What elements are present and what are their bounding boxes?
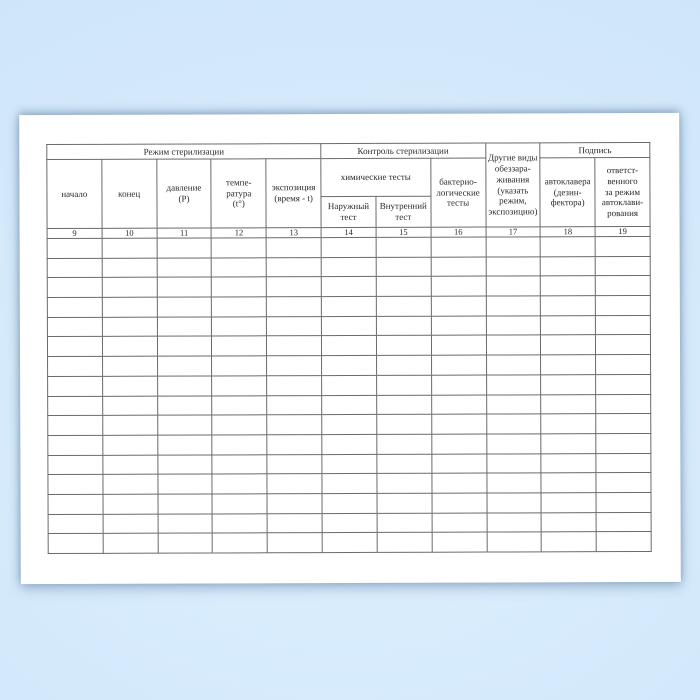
empty-cell: [486, 394, 541, 414]
empty-row: [48, 512, 651, 534]
empty-cell: [47, 258, 102, 278]
empty-cell: [486, 257, 541, 277]
empty-cell: [376, 375, 431, 395]
empty-cell: [267, 533, 322, 553]
empty-cell: [47, 297, 102, 317]
empty-cell: [48, 416, 103, 436]
column-header-outer-test: Наружный тест: [321, 196, 376, 227]
empty-cell: [431, 414, 486, 434]
empty-row: [48, 355, 651, 377]
empty-cell: [322, 513, 377, 533]
empty-cell: [321, 257, 376, 277]
empty-cell: [267, 316, 322, 336]
column-header-end: конец: [102, 159, 157, 228]
empty-cell: [103, 533, 158, 553]
empty-cell: [157, 336, 212, 356]
empty-cell: [376, 237, 431, 257]
column-header-autoclave-operator-signature: автоклавера (дезин- фектора): [540, 158, 595, 227]
column-number: 11: [157, 228, 212, 238]
column-header-start: начало: [47, 159, 102, 228]
empty-cell: [540, 237, 595, 257]
empty-cell: [103, 415, 158, 435]
empty-row: [47, 256, 650, 278]
empty-cell: [486, 355, 541, 375]
empty-cell: [47, 238, 102, 258]
empty-cell: [596, 374, 651, 394]
empty-cell: [48, 475, 103, 495]
empty-row: [48, 414, 651, 436]
empty-cell: [212, 395, 267, 415]
empty-cell: [267, 494, 322, 514]
empty-cell: [212, 317, 267, 337]
empty-cell: [213, 513, 268, 533]
empty-cell: [431, 257, 486, 277]
empty-cell: [102, 356, 157, 376]
empty-cell: [212, 494, 267, 514]
empty-cell: [47, 278, 102, 298]
empty-cell: [322, 395, 377, 415]
empty-cell: [48, 356, 103, 376]
empty-cell: [103, 494, 158, 514]
empty-cell: [322, 533, 377, 553]
empty-cell: [541, 493, 596, 513]
column-number: 17: [486, 227, 541, 237]
empty-cell: [486, 434, 541, 454]
column-header-regime-responsible-signature: ответст- венного за режим автоклави- рования: [595, 157, 650, 226]
empty-cell: [157, 356, 212, 376]
empty-cell: [541, 315, 596, 335]
empty-row: [47, 335, 650, 357]
empty-cell: [212, 336, 267, 356]
empty-cell: [486, 414, 541, 434]
empty-cell: [431, 395, 486, 415]
empty-cell: [48, 534, 103, 554]
empty-cell: [486, 335, 541, 355]
empty-cell: [322, 415, 377, 435]
empty-cell: [47, 337, 102, 357]
empty-cell: [487, 532, 542, 552]
column-header-bacteriological-tests: бактерио- логические тесты: [431, 158, 486, 227]
empty-cell: [596, 315, 651, 335]
empty-cell: [486, 473, 541, 493]
empty-cell: [486, 316, 541, 336]
empty-cell: [267, 336, 322, 356]
column-number: 19: [595, 226, 650, 236]
empty-cell: [595, 296, 650, 316]
empty-cell: [267, 474, 322, 494]
empty-cell: [596, 453, 651, 473]
empty-cell: [377, 454, 432, 474]
empty-cell: [267, 297, 322, 317]
empty-row: [48, 453, 651, 475]
empty-cell: [321, 237, 376, 257]
empty-cell: [102, 376, 157, 396]
empty-cell: [432, 454, 487, 474]
empty-cell: [321, 277, 376, 297]
empty-cell: [157, 435, 212, 455]
empty-cell: [103, 435, 158, 455]
empty-cell: [102, 238, 157, 258]
empty-cell: [157, 297, 212, 317]
empty-cell: [157, 277, 212, 297]
empty-cell: [212, 356, 267, 376]
empty-cell: [158, 494, 213, 514]
empty-cell: [596, 414, 651, 434]
empty-cell: [157, 376, 212, 396]
empty-cell: [432, 532, 487, 552]
table-header: [47, 142, 650, 238]
empty-cell: [431, 276, 486, 296]
empty-cell: [212, 454, 267, 474]
empty-cell: [541, 532, 596, 552]
empty-cell: [48, 396, 103, 416]
empty-cell: [541, 335, 596, 355]
empty-cell: [377, 434, 432, 454]
empty-cell: [377, 414, 432, 434]
empty-cell: [48, 514, 103, 534]
empty-cell: [541, 512, 596, 532]
column-number: 16: [431, 227, 486, 237]
empty-cell: [158, 474, 213, 494]
empty-cell: [102, 396, 157, 416]
column-header-temperature: темпе- ратура (t°): [211, 159, 266, 228]
empty-cell: [266, 257, 321, 277]
empty-cell: [377, 473, 432, 493]
empty-cell: [376, 355, 431, 375]
table-body: [47, 236, 651, 553]
empty-row: [48, 532, 651, 554]
empty-cell: [377, 395, 432, 415]
empty-cell: [541, 434, 596, 454]
column-header-other-disinfection: Другие виды обеззара- живания (указать режим, экспозицию): [485, 143, 540, 227]
empty-cell: [267, 415, 322, 435]
column-number: 9: [47, 228, 102, 238]
column-header-pressure: давление (Р): [156, 159, 211, 228]
empty-cell: [376, 257, 431, 277]
empty-cell: [157, 415, 212, 435]
empty-row: [47, 296, 650, 318]
empty-cell: [212, 376, 267, 396]
column-number: 12: [212, 228, 267, 238]
empty-cell: [212, 415, 267, 435]
empty-cell: [102, 297, 157, 317]
empty-cell: [157, 455, 212, 475]
empty-cell: [48, 376, 103, 396]
empty-cell: [431, 375, 486, 395]
empty-cell: [431, 316, 486, 336]
empty-cell: [267, 375, 322, 395]
empty-cell: [595, 256, 650, 276]
empty-cell: [322, 356, 377, 376]
empty-row: [47, 315, 650, 337]
empty-cell: [376, 316, 431, 336]
empty-cell: [158, 533, 213, 553]
empty-cell: [212, 297, 267, 317]
empty-cell: [376, 336, 431, 356]
empty-cell: [158, 514, 213, 534]
column-header-exposure: экспозиция (время - t): [266, 159, 321, 228]
empty-cell: [541, 473, 596, 493]
empty-cell: [266, 238, 321, 258]
empty-cell: [376, 277, 431, 297]
empty-cell: [486, 453, 541, 473]
column-number: 18: [540, 227, 595, 237]
group-header-sterilization-control: Контроль стерилизации: [321, 143, 485, 159]
empty-cell: [212, 257, 267, 277]
empty-cell: [377, 513, 432, 533]
empty-cell: [432, 473, 487, 493]
empty-cell: [486, 296, 541, 316]
empty-cell: [596, 473, 651, 493]
column-number: 13: [266, 228, 321, 238]
empty-cell: [541, 414, 596, 434]
empty-cell: [431, 237, 486, 257]
column-number: 10: [102, 228, 157, 238]
empty-cell: [102, 317, 157, 337]
empty-cell: [322, 454, 377, 474]
empty-cell: [267, 513, 322, 533]
empty-cell: [212, 238, 267, 258]
empty-cell: [431, 434, 486, 454]
empty-cell: [267, 277, 322, 297]
empty-cell: [157, 317, 212, 337]
empty-cell: [596, 394, 651, 414]
empty-cell: [267, 434, 322, 454]
empty-cell: [48, 455, 103, 475]
empty-cell: [432, 493, 487, 513]
empty-cell: [541, 296, 596, 316]
empty-cell: [267, 454, 322, 474]
subgroup-header-chemical-tests: химические тесты: [321, 158, 431, 196]
empty-row: [47, 236, 650, 258]
empty-cell: [157, 395, 212, 415]
empty-cell: [102, 258, 157, 278]
empty-cell: [540, 256, 595, 276]
empty-cell: [321, 296, 376, 316]
empty-cell: [596, 512, 651, 532]
empty-cell: [541, 276, 596, 296]
empty-row: [48, 394, 651, 416]
empty-cell: [102, 278, 157, 298]
empty-cell: [377, 493, 432, 513]
empty-row: [48, 492, 651, 514]
empty-row: [48, 433, 651, 455]
empty-cell: [157, 258, 212, 278]
empty-cell: [157, 238, 212, 258]
empty-cell: [596, 433, 651, 453]
empty-cell: [376, 296, 431, 316]
empty-cell: [431, 335, 486, 355]
empty-row: [47, 276, 650, 298]
group-header-sterilization-regime: Режим стерилизации: [47, 144, 321, 160]
empty-cell: [321, 316, 376, 336]
empty-cell: [541, 453, 596, 473]
empty-cell: [212, 277, 267, 297]
empty-row: [48, 374, 651, 396]
empty-cell: [48, 435, 103, 455]
empty-cell: [486, 276, 541, 296]
empty-cell: [322, 474, 377, 494]
empty-cell: [267, 356, 322, 376]
empty-cell: [212, 435, 267, 455]
empty-cell: [103, 514, 158, 534]
column-number: 15: [376, 227, 431, 237]
empty-cell: [48, 494, 103, 514]
empty-cell: [103, 474, 158, 494]
empty-cell: [486, 375, 541, 395]
empty-cell: [595, 276, 650, 296]
empty-cell: [47, 317, 102, 337]
column-header-inner-test: Внутренний тест: [376, 196, 431, 227]
empty-cell: [487, 512, 542, 532]
empty-cell: [596, 532, 651, 552]
empty-cell: [541, 394, 596, 414]
empty-cell: [322, 375, 377, 395]
empty-cell: [596, 492, 651, 512]
empty-cell: [322, 434, 377, 454]
column-number: 14: [321, 227, 376, 237]
empty-cell: [595, 236, 650, 256]
empty-cell: [432, 513, 487, 533]
empty-cell: [541, 355, 596, 375]
empty-cell: [212, 474, 267, 494]
empty-cell: [103, 455, 158, 475]
empty-cell: [102, 337, 157, 357]
empty-cell: [377, 533, 432, 553]
empty-cell: [541, 374, 596, 394]
empty-cell: [322, 336, 377, 356]
empty-cell: [486, 237, 541, 257]
empty-cell: [431, 355, 486, 375]
empty-cell: [267, 395, 322, 415]
empty-row: [48, 473, 651, 495]
group-header-signature: Подпись: [540, 142, 650, 157]
empty-cell: [431, 296, 486, 316]
column-header-row: [47, 157, 650, 197]
paper-sheet: [19, 113, 681, 584]
sterilization-log-table: [46, 142, 651, 554]
empty-cell: [596, 355, 651, 375]
empty-cell: [322, 493, 377, 513]
empty-cell: [213, 533, 268, 553]
empty-cell: [596, 335, 651, 355]
empty-cell: [487, 493, 542, 513]
